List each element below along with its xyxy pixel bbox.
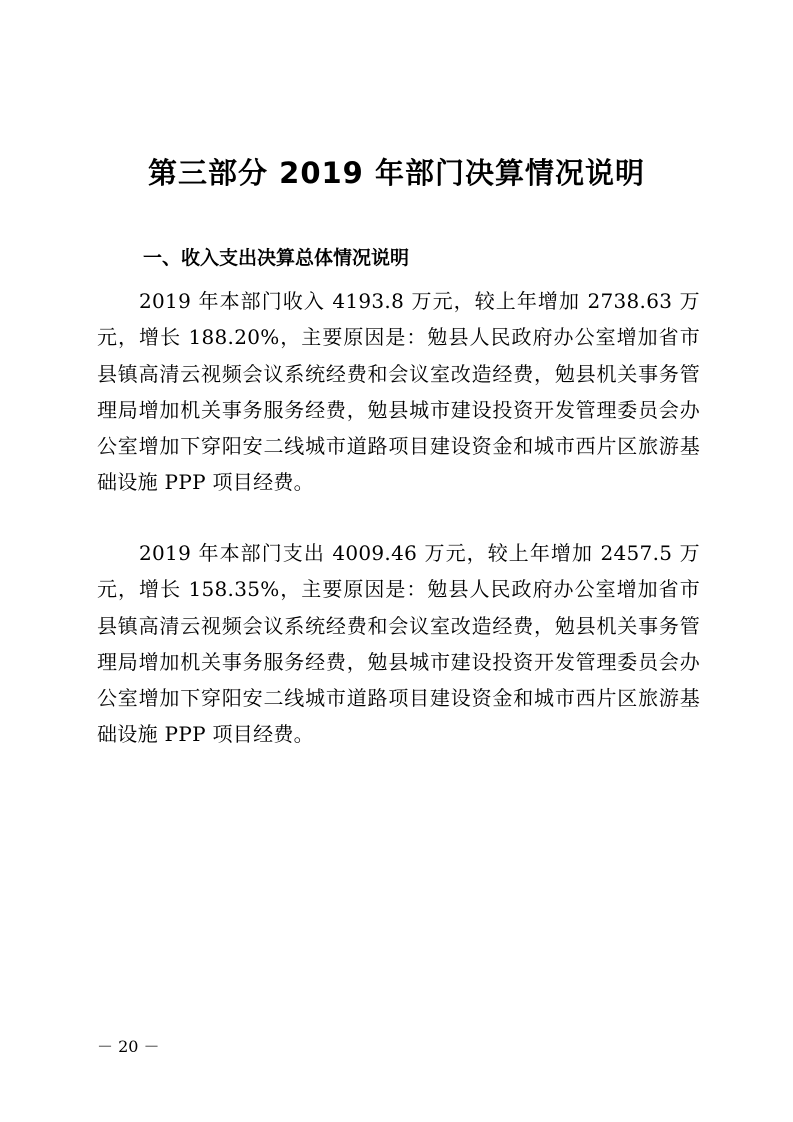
page-number: － 20 － (97, 1037, 160, 1056)
expenditure-paragraph: 2019 年本部门支出 4009.46 万元，较上年增加 2457.5 万元，增长 158.35%，主要原因是：勉县人民政府办公室增加省市县镇高清云视频会议系统经费和会议室改造经费，勉县机关事务管理局增加机关事务服务经费，勉县城市建设投资开发管理委员会办公室增加下穿阳安二线城市道路项目建设资金和城市西片区旅游基础设施 PPP 项目经费。 (97, 541, 700, 747)
income-paragraph: 2019 年本部门收入 4193.8 万元，较上年增加 2738.63 万元，增长 188.20%，主要原因是：勉县人民政府办公室增加省市县镇高清云视频会议系统经费和会议室改造经费，勉县机关事务管理局增加机关事务服务经费，勉县城市建设投资开发管理委员会办公室增加下穿阳安二线城市道路项目建设资金和城市西片区旅游基础设施 PPP 项目经费。 (97, 289, 700, 495)
page-title: 第三部分 2019 年部门决算情况说明 (148, 156, 645, 190)
section-heading: 一、收入支出决算总体情况说明 (143, 247, 410, 269)
